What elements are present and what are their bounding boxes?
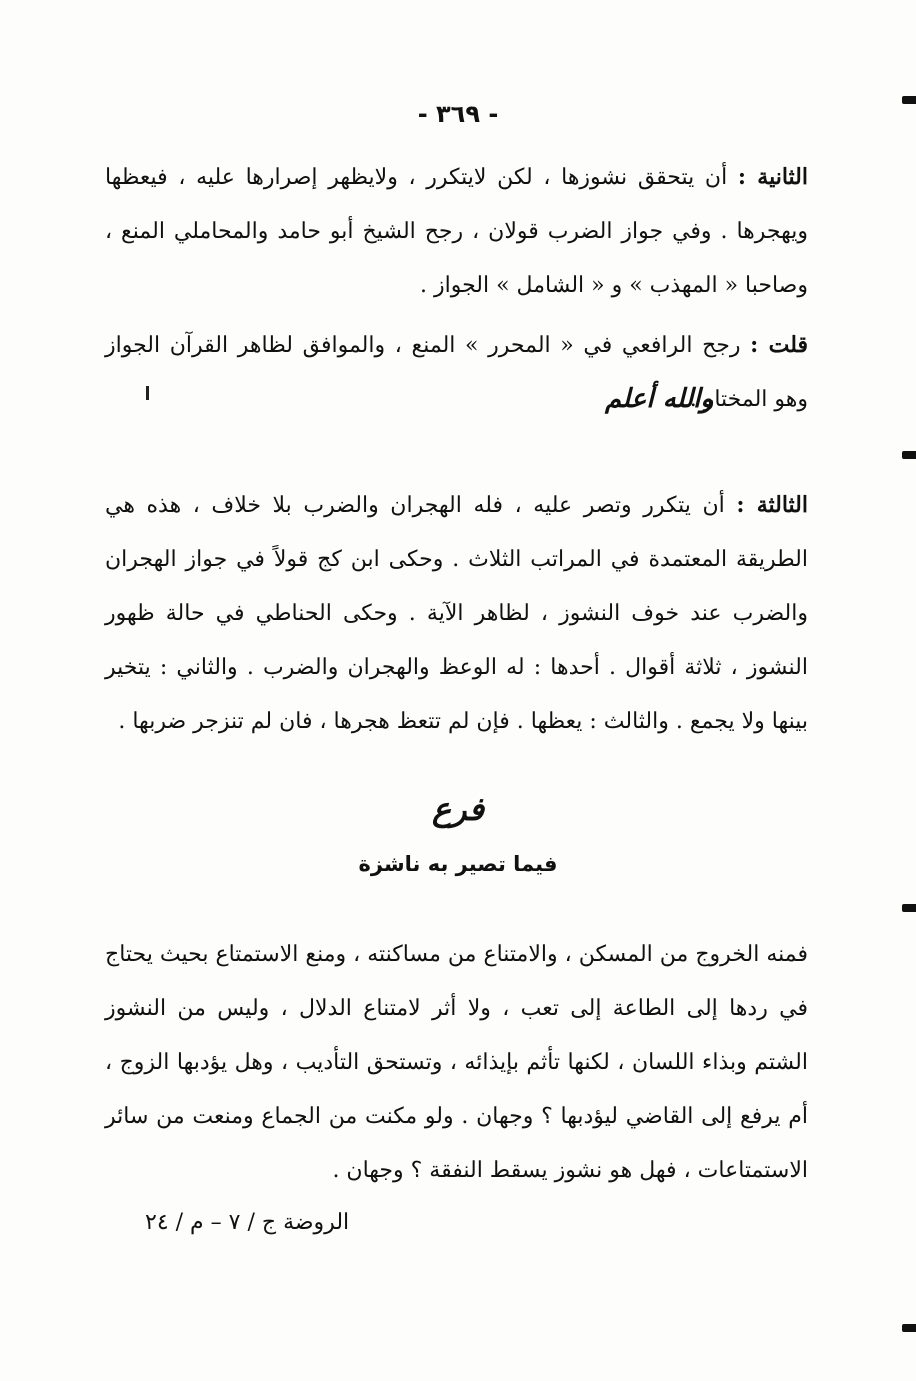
margin-mark	[902, 1324, 916, 1332]
paragraph-text: أن يتحقق نشوزها ، لكن لايتكرر ، ولايظهر إصرارها عليه ، فيعظها ويهجرها . وفي جواز الضرب قولان ، رجح الشيخ أبو حامد والمحاملي المنع ، وصاحبا « المهذب » و « الشامل » الجواز .	[105, 165, 808, 298]
paragraph-text: فمنه الخروج من المسكن ، والامتناع من مساكنته ، ومنع الاستمتاع بحيث يحتاج في ردها إلى الطاعة إلى تعب ، ولا أثر لامتناع الدلال ، وليس من النشوز الشتم وبذاء اللسان ، لكنها تأثم بإيذائه ، وتستحق التأديب ، وهل يؤدبها الزوج ، أم يرفع إلى القاضي ليؤدبها ؟ وجهان . ولو مكنت من الجماع ومنعت من سائر الاستمتاعات ، فهل هو نشوز يسقط النفقة ؟ وجهان .	[105, 942, 808, 1183]
paragraph-lead: قلت :	[750, 332, 808, 358]
footer-signature: الروضة ج / ٧ – م / ٢٤	[145, 1210, 350, 1235]
margin-mark	[902, 451, 916, 459]
paragraph-second-case	[105, 150, 808, 313]
paragraph-third-case	[105, 478, 808, 749]
paragraph-lead: الثانية :	[737, 164, 809, 190]
section-title: فرع	[431, 790, 485, 828]
paragraph-text: رجح الرافعي في « المحرر » المنع ، والموافق لظاهر القرآن الجواز وهو المختار .	[105, 333, 808, 412]
paragraph-lead: الثالثة :	[736, 492, 808, 518]
section-subtitle: فيما تصير به ناشزة	[358, 852, 558, 876]
margin-mark	[902, 904, 916, 912]
allah-alam-calligraphy: والله أعلم	[605, 384, 713, 414]
print-speck	[146, 386, 149, 400]
paragraph-text: أن يتكرر وتصر عليه ، فله الهجران والضرب بلا خلاف ، هذه هي الطريقة المعتمدة في المراتب الثلاث . وحكى ابن كج قولاً في جواز الهجران والضرب عند خوف النشوز ، لظاهر الآية . وحكى الحناطي في حالة ظهور النشوز ، ثلاثة أقوال . أحدها : له الوعظ والهجران والضرب . والثاني : يتخير بينها ولا يجمع . والثالث : يعظها . فإن لم تتعظ هجرها ، فان لم تنزجر ضربها .	[105, 493, 808, 734]
page-number: - ٣٦٩ -	[417, 100, 499, 128]
margin-mark	[902, 96, 916, 104]
paragraph-nushuz	[105, 928, 808, 1198]
